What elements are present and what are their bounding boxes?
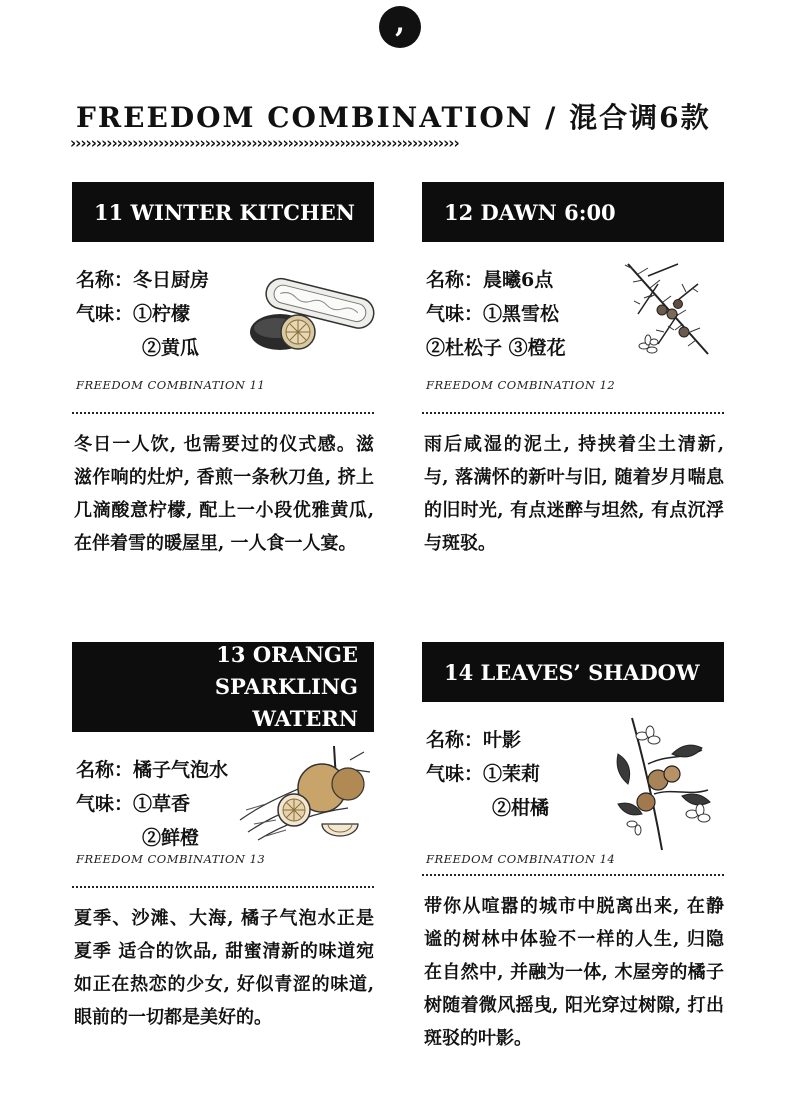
card-caption: FREEDOM COMBINATION 11: [76, 378, 266, 392]
card-14: [422, 642, 724, 1055]
dotted-divider: [72, 886, 374, 888]
scent-line-2: ②杜松子 ③橙花: [426, 337, 566, 359]
juniper-branch-icon: [618, 254, 718, 366]
card-title: 12 DAWN 6:00: [422, 182, 724, 242]
scent-line-1: 气味：①茉莉: [426, 763, 541, 785]
orange-slices-icon: [238, 740, 374, 850]
card-info: [72, 754, 374, 866]
card-13: [72, 642, 374, 1034]
card-info: [422, 724, 724, 866]
dotted-divider: [422, 412, 724, 414]
scent-line-2: ②柑橘: [492, 797, 550, 819]
card-caption: FREEDOM COMBINATION 12: [426, 378, 616, 392]
scent-line-2: ②鲜橙: [142, 827, 200, 849]
card-info: [422, 264, 724, 392]
card-title-line-2: WATERN: [252, 706, 358, 731]
citrus-blossom-icon: [612, 714, 722, 854]
scent-line-2: ②黄瓜: [142, 337, 200, 359]
card-info: [72, 264, 374, 392]
card-12: [422, 182, 724, 560]
name-line: 名称：叶影: [426, 729, 522, 751]
lemon-cucumber-icon: [248, 272, 378, 362]
card-title-line-1: 13 ORANGE SPARKLING: [214, 642, 358, 699]
dotted-divider: [72, 412, 374, 414]
card-title: 14 LEAVES’ SHADOW: [422, 642, 724, 702]
card-description: 夏季、沙滩、大海, 橘子气泡水正是夏季 适合的饮品, 甜蜜清新的味道宛如正在热恋的少女, 好似青涩的味道, 眼前的一切都是美好的。: [74, 908, 374, 1028]
scent-line-1: 气味：①黑雪松: [426, 303, 560, 325]
card-caption: FREEDOM COMBINATION 14: [426, 852, 616, 866]
card-11: [72, 182, 374, 560]
card-title: 11 WINTER KITCHEN: [72, 182, 374, 242]
card-description: 雨后咸湿的泥土, 持挟着尘土清新, 与, 落满怀的新叶与旧, 随着岁月喘息的旧时光, 有点迷醉与坦然, 有点沉浮与斑驳。: [424, 434, 724, 554]
card-caption: FREEDOM COMBINATION 13: [76, 852, 266, 866]
section-heading: FREEDOM COMBINATION / 混合调6款: [76, 101, 711, 134]
dotted-divider: [422, 874, 724, 876]
scent-line-1: 气味：①柠檬: [76, 303, 191, 325]
name-line: 名称：冬日厨房: [76, 269, 210, 291]
comma-badge: ,: [379, 6, 421, 48]
name-line: 名称：晨曦6点: [426, 269, 554, 291]
chevron-divider: ›››››››››››››››››››››››››››››››››››››››››››››››››››››››››››››››››››››››››››: [70, 134, 459, 152]
card-description: 冬日一人饮, 也需要过的仪式感。滋滋作响的灶炉, 香煎一条秋刀鱼, 挤上几滴酸意柠檬, 配上一小段优雅黄瓜, 在伴着雪的暖屋里, 一人食一人宴。: [74, 434, 374, 554]
scent-line-1: 气味：①草香: [76, 793, 191, 815]
card-description: 带你从喧嚣的城市中脱离出来, 在静谧的树林中体验不一样的人生, 归隐在自然中, 并融为一体, 木屋旁的橘子树随着微风摇曳, 阳光穿过树隙, 打出斑驳的叶影。: [424, 896, 724, 1049]
card-title: [72, 642, 374, 732]
name-line: 名称：橘子气泡水: [76, 759, 229, 781]
